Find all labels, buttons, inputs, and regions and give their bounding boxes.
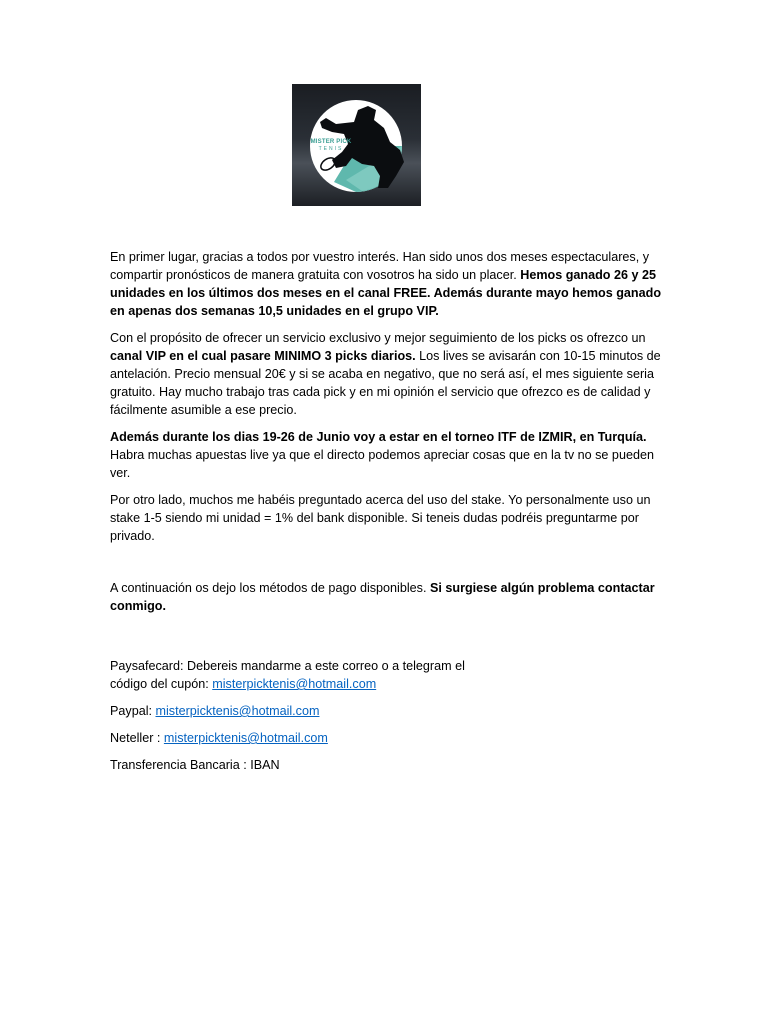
document-body <box>110 248 670 783</box>
mister-pick-logo <box>292 84 421 206</box>
paypal-email-link[interactable]: misterpicktenis@hotmail.com <box>155 704 320 718</box>
payment-neteller <box>110 729 670 747</box>
vip-text-1: Con el propósito de ofrecer un servicio exclusivo y mejor seguimiento de los picks os ofrezco un <box>110 331 646 345</box>
paypal-label: Paypal: <box>110 704 156 718</box>
bank-transfer-text: Transferencia Bancaria : IBAN <box>110 758 280 772</box>
payment-intro-text: A continuación os dejo los métodos de pago disponibles. <box>110 581 430 595</box>
spacer <box>110 624 670 657</box>
neteller-label: Neteller : <box>110 731 164 745</box>
payment-intro-bold-text: Si surgiese algún problema contactar conmigo. <box>110 581 655 613</box>
logo-name: MISTER PICK <box>310 139 352 145</box>
stake-text: Por otro lado, muchos me habéis preguntado acerca del uso del stake. Yo personalmente uso un stake 1-5 siendo mi unidad = 1% del bank disponible. Si teneis dudas podréis preguntarme por privado. <box>110 493 651 543</box>
vip-text-2: Los lives se avisarán con 10-15 minutos de antelación. Precio mensual 20€ y si se acaba en negativo, que no será así, el mes siguiente seria gratuito. Hay mucho trabajo tras cada pick y en mi opinión el servicio que ofrezco es de calidad y fácilmente asumible a ese precio. <box>110 349 661 417</box>
intro-bold-text: Hemos ganado 26 y 25 unidades en los últimos dos meses en el canal FREE. Además durante mayo hemos ganado en apenas dos semanas 10,5 unidades en el grupo VIP. <box>110 268 662 318</box>
intro-text: En primer lugar, gracias a todos por vuestro interés. Han sido unos dos meses espectaculares, y compartir pronósticos de manera gratuita con vosotros ha sido un placer. <box>110 250 650 282</box>
tournament-text: Habra muchas apuestas live ya que el directo podemos apreciar cosas que en la tv no se pueden ver. <box>110 448 654 480</box>
payment-transfer <box>110 756 670 774</box>
tournament-bold-text: Además durante los dias 19-26 de Junio voy a estar en el torneo ITF de IZMIR, en Turquía. <box>110 430 647 444</box>
paragraph-payment-intro <box>110 579 670 615</box>
paysafecard-text-2: código del cupón: <box>110 677 213 691</box>
spacer <box>110 554 670 579</box>
neteller-email-link[interactable]: misterpicktenis@hotmail.com <box>163 731 328 745</box>
paysafecard-text-1: Paysafecard: Debereis mandarme a este correo o a telegram el <box>110 659 465 673</box>
paysafecard-email-link[interactable]: misterpicktenis@hotmail.com <box>212 677 377 691</box>
logo-subtitle: TENIS <box>318 146 344 152</box>
paragraph-intro <box>110 248 670 320</box>
payment-paysafecard <box>110 657 670 693</box>
paragraph-vip <box>110 329 670 419</box>
paragraph-stake <box>110 491 670 545</box>
paragraph-tournament <box>110 428 670 482</box>
payment-paypal <box>110 702 670 720</box>
vip-bold-text: canal VIP en el cual pasare MINIMO 3 picks diarios. <box>110 349 416 363</box>
